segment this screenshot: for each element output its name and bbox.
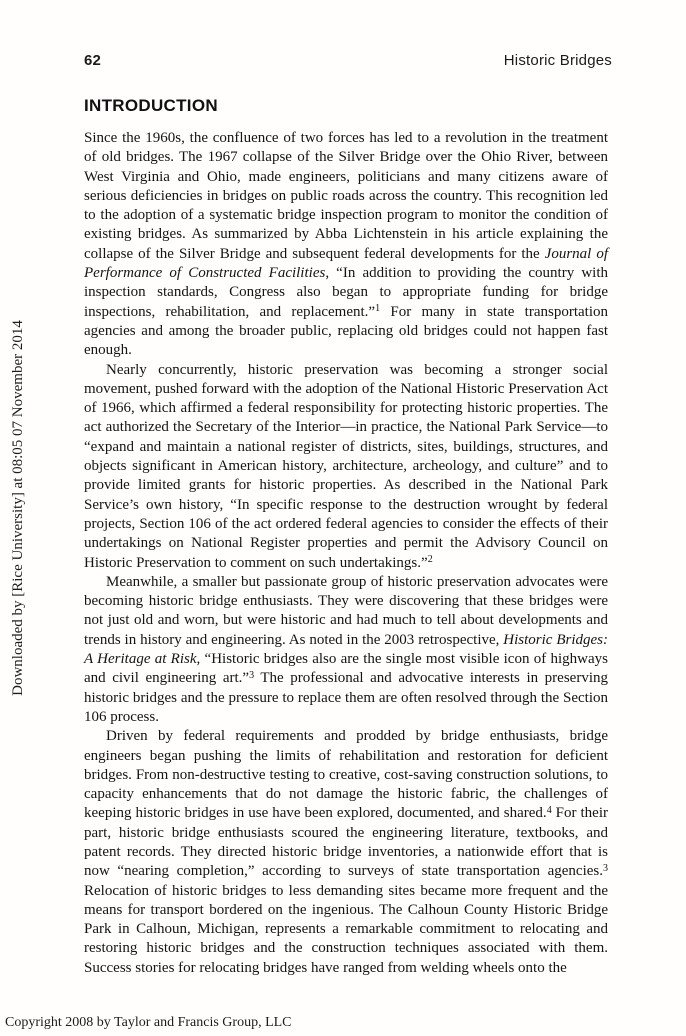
text-segment: Since the 1960s, the confluence of two forces has led to a revolution in the treatment of old bridges. The 1967 collapse of the Silver Bridge over the Ohio River, between West Virginia and Ohio, made engineers, politicians and many citizens aware of serious deficiencies in bridges on public roads across the country. This recognition led to the adoption of a systematic bridge inspection program to monitor the condition of existing bridges. As summarized by Abba Lichtenstein in his article explaining the collapse of the Silver Bridge and subsequent federal developments for the — [84, 130, 608, 262]
section-heading: INTRODUCTION — [84, 96, 218, 115]
body-text — [84, 129, 608, 978]
footnote-reference: 2 — [427, 554, 433, 566]
text-segment: Historic Bridges: A Heritage at Risk — [84, 631, 609, 668]
text-segment: , “Historic bridges also are the single most visible icon of highways and civil engineering art.” — [84, 651, 608, 687]
footnote-reference: 3 — [603, 862, 608, 874]
running-header — [84, 52, 612, 69]
paragraph — [84, 727, 608, 978]
footnote-reference: 1 — [375, 303, 381, 315]
text-segment: , “In addition to providing the country with inspection standards, Congress also began to appropriate funding for bridge inspections, rehabilitation, and replacement.” — [84, 265, 608, 320]
paragraph — [84, 129, 608, 361]
page-number: 62 — [84, 52, 102, 69]
text-segment: The professional and advocative interests in preserving historic bridges and the pressure to replace them are often resolved through the Section 106 process. — [84, 670, 608, 725]
footnote-reference: 3 — [249, 669, 255, 681]
running-title: Historic Bridges — [503, 52, 612, 69]
text-segment: For their part, historic bridge enthusiasts scoured the engineering literature, textbooks, and patent records. They directed historic bridge inventories, a nationwide effort that is now “nearing completion,” according to surveys of state transportation agencies. — [84, 805, 608, 880]
paragraph — [84, 361, 608, 573]
text-segment: Journal of Performance of Constructed Facilities — [84, 245, 608, 282]
paragraph — [84, 573, 608, 727]
text-segment: Nearly concurrently, historic preservation was becoming a stronger social movement, pushed forward with the adoption of the National Historic Preservation Act of 1966, which affirmed a federal responsibility for protecting historic properties. The act authorized the Secretary of the Interior—in practice, the National Park Service—to “expand and maintain a national register of districts, sites, buildings, structures, and objects significant in American history, architecture, archeology, and culture” and to provide limited grants for historic properties. As described in the National Park Service’s own history, “In specific response to the destruction wrought by federal projects, Section 106 of the act ordered federal agencies to consider the effects of their undertakings on National Register properties and permit the Advisory Council on Historic Preservation to comment on such undertakings.” — [84, 361, 608, 571]
sidebar-watermark: Downloaded by [Rice University] at 08:05 07 November 2014 — [10, 320, 26, 696]
text-segment: Meanwhile, a smaller but passionate group of historic preservation advocates were becoming historic bridge enthusiasts. They were discovering that these bridges were not just old and worn, but were historic and had much to tell about developments and trends in history and engineering. As noted in the 2003 retrospective, — [84, 573, 608, 648]
text-segment: Driven by federal requirements and prodded by bridge enthusiasts, bridge engineers began pushing the limits of rehabilitation and restoration for deficient bridges. From non-destructive testing to creative, cost-saving construction solutions, to capacity enhancements that do not damage the historic fabric, the challenges of keeping historic bridges in use have been explored, documented, and shared. — [84, 728, 608, 822]
footer-copyright: Copyright 2008 by Taylor and Francis Group, LLC — [5, 1015, 292, 1030]
footnote-reference: 4 — [546, 804, 552, 816]
text-segment: For many in state transportation agencies and among the broader public, replacing old bridges could not happen fast enough. — [84, 303, 608, 359]
text-segment: Relocation of historic bridges to less demanding sites became more frequent and the means for transport bordered on the ingenious. The Calhoun County Historic Bridge Park in Calhoun, Michigan, represents a remarkable commitment to relocating and restoring historic bridges and the construction techniques associated with them. Success stories for relocating bridges have ranged from welding wheels onto the — [84, 882, 608, 976]
